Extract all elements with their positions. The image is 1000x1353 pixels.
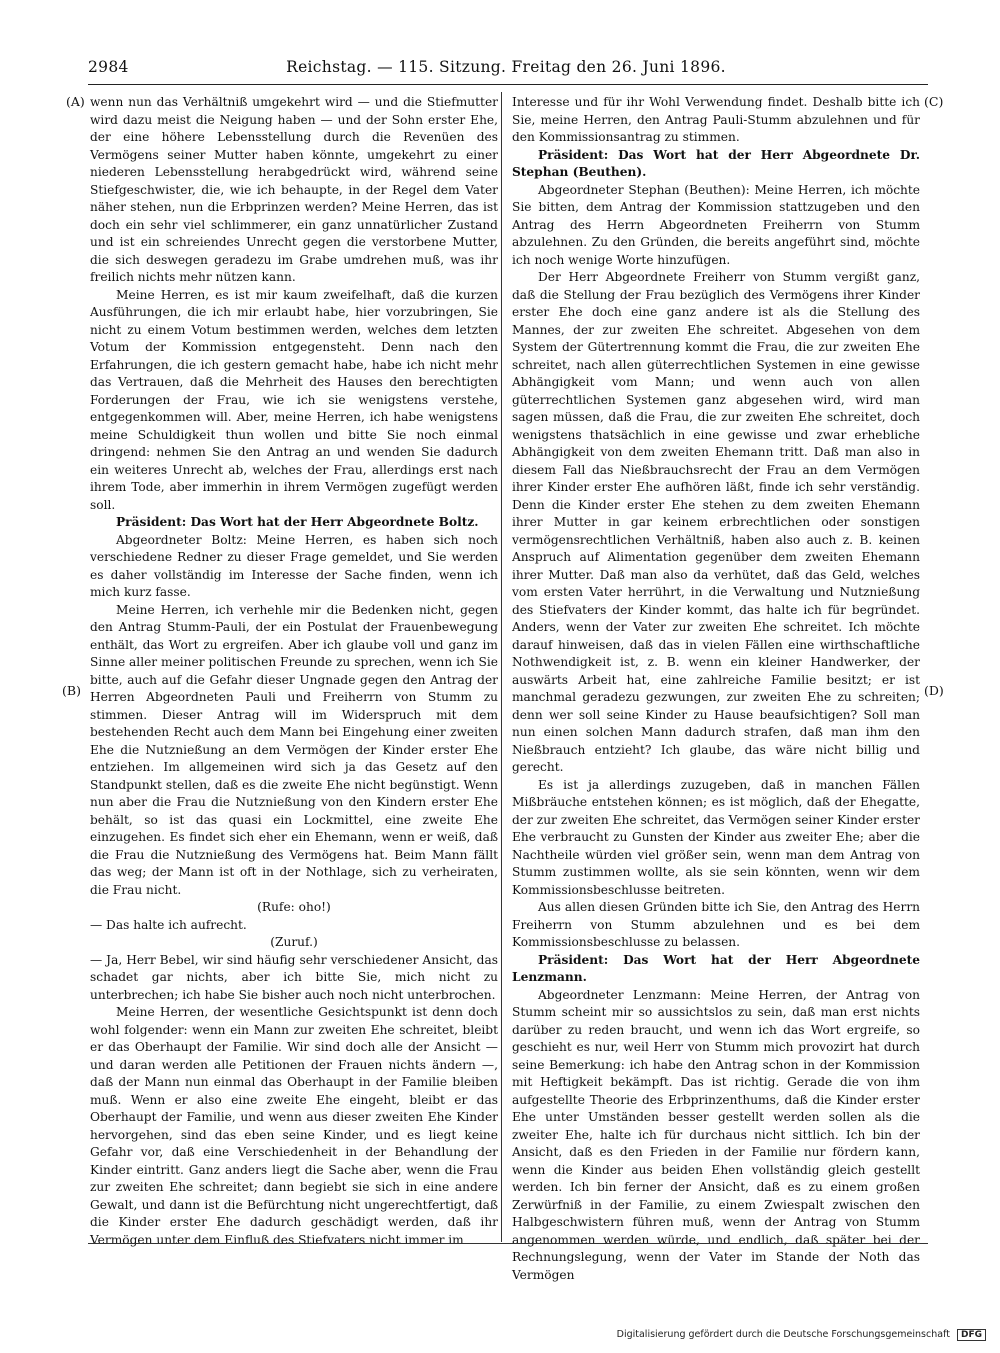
paragraph: Abgeordneter Boltz: Meine Herren, es haben sich noch verschiedene Redner zu dieser Frage gemeldet, und Sie werden es daher vollständig im Interesse der Sache finden, wenn ich mich kurz fasse. bbox=[90, 532, 498, 599]
column-divider bbox=[501, 92, 502, 1242]
paragraph: Aus allen diesen Gründen bitte ich Sie, den Antrag des Herrn Freiherrn von Stumm abzulehnen und es bei dem Kommissionsbeschlusse zu belassen. bbox=[512, 900, 920, 949]
footer-text: Digitalisierung gefördert durch die Deutsche Forschungsgemeinschaft bbox=[616, 1329, 950, 1340]
paragraph: Interesse und für ihr Wohl Verwendung findet. Deshalb bitte ich Sie, meine Herren, den Antrag Pauli-Stumm abzulehnen und für den Kommissionsantrag zu stimmen. bbox=[512, 95, 920, 144]
running-title: Reichstag. — 115. Sitzung. Freitag den 26. Juni 1896. bbox=[286, 58, 726, 76]
interjection: (Zuruf.) bbox=[270, 935, 318, 949]
footer-rule bbox=[88, 1243, 928, 1244]
paragraph: Meine Herren, der wesentliche Gesichtspunkt ist denn doch wohl folgender: wenn ein Mann zur zweiten Ehe schreitet, bleibt er das Oberhaupt der Familie. Wir sind doch alle der Ansicht — und daran werden alle Petitionen der Frauen nichts ändern —, daß der Mann nun einmal das Oberhaupt in der Familie bleiben muß. Wenn er also eine zweite Ehe eingeht, bleibt er das Oberhaupt der Familie, und wenn aus dieser zweiten Ehe Kinder hervorgehen, sind das eben seine Kinder, und es liegt keine Gefahr vor, daß eine Verschiedenheit in der Behandlung der Kinder eintritt. Ganz anders liegt die Sache aber, wenn die Frau zur zweiten Ehe schreitet; dann begiebt sie sich in eine andere Gewalt, und dann ist die Befürchtung nicht ungerechtfertigt, daß die Kinder erster Ehe dadurch geschädigt werden, daß ihr Vermögen unter dem Einfluß des Stiefvaters nicht immer im bbox=[90, 1005, 498, 1247]
paragraph: wenn nun das Verhältniß umgekehrt wird — und die Stiefmutter wird dazu meist die Neigung haben — und der Sohn erster Ehe, der eine höhere Lebensstellung durch die Revenüen des Vermögens seiner Mutter haben könnte, umgekehrt zu einer niederen Lebensstellung herabgedrückt wird, während seine Stiefgeschwister, die, wie ich behaupte, in der Regel dem Vater näher stehen, nun die Erbprinzen werden? Meine Herren, das ist doch ein sehr viel schlimmerer, ein ganz unnatürlicher Zustand und ist ein schreiendes Unrecht gegen die verstorbene Mutter, die sich deswegen geradezu im Grabe umdrehen muß, was ihr freilich nichts mehr nützen kann. bbox=[90, 95, 498, 284]
footer bbox=[617, 1329, 986, 1341]
page-number: 2984 bbox=[88, 58, 129, 76]
page-header bbox=[88, 58, 924, 80]
paragraph: Der Herr Abgeordnete Freiherr von Stumm vergißt ganz, daß die Stellung der Frau bezüglich des Vermögens ihrer Kinder erster Ehe doch eine ganz andere ist als die Stellung des Mannes, der zur zweiten Ehe schreitet. Abgesehen von dem System der Gütertrennung kommt die Frau, die zur zweiten Ehe schreitet, nach allen güterrechtlichen Systemen in eine gewisse Abhängigkeit vom Mann; und wenn auch von allen güterrechtlichen Systemen ganz abgesehen wird, wird man sagen müssen, daß die Frau, die zur zweiten Ehe schreitet, doch wenigstens thatsächlich in eine gewisse und zwar erhebliche Abhängigkeit von dem zweiten Ehemann tritt. Daß man also in diesem Fall das Nießbrauchsrecht der Frau an dem Vermögen ihrer Kinder erster Ehe aufhören läßt, finde ich sehr verständig. Denn die Kinder erster Ehe stehen zu dem zweiten Ehemann ihrer Mutter in gar keinem erbrechtlichen oder sonstigen vermögensrechtlichen Verhältniß, haben also auch z. B. keinen Anspruch auf Alimentation gegenüber dem zweiten Ehemann ihrer Mutter. Daß man also da verhütet, daß das Geld, welches vom ersten Vater herrührt, in die Verwaltung und Nutznießung des Stiefvaters der Kinder kommt, das halte ich für begründet. Anders, wenn der Vater zur zweiten Ehe schreitet. Ich möchte darauf hinweisen, daß das in vielen Fällen eine wirthschaftliche Nothwendigkeit ist, z. B. wenn ein kleiner Handwerker, der auswärts Arbeit hat, eine zahlreiche Familie besitzt; er ist manchmal geradezu gezwungen, zur zweiten Ehe zu schreiten; denn wer soll seine Kinder zu Hause beaufsichtigen? Soll man nun einen solchen Mann dadurch strafen, daß man ihm den Nießbrauch entzieht? Ich glaube, das wäre nicht billig und gerecht. bbox=[512, 270, 920, 774]
paragraph: Es ist ja allerdings zuzugeben, daß in manchen Fällen Mißbräuche entstehen können; es ist möglich, daß der Ehegatte, der zur zweiten Ehe schreitet, das Vermögen seiner Kinder erster Ehe verbraucht zu Gunsten der Kinder aus zweiter Ehe; aber die Nachtheile würden viel größer sein, wenn man dem Antrag von Stumm zustimmen wollte, als sie sein könnten, wenn wir dem Kommissionsbeschlusse beitreten. bbox=[512, 777, 920, 897]
left-column bbox=[90, 94, 498, 1247]
interjection: (Rufe: oho!) bbox=[257, 900, 331, 914]
paragraph: Abgeordneter Lenzmann: Meine Herren, der Antrag von Stumm scheint mir so aussichtslos zu sein, daß man erst nichts darüber zu reden braucht, und wenn ich das Wort ergreife, so geschieht es nur, weil Herr von Stumm mich provozirt hat durch seine Bemerkung: ich habe den Antrag schon in der Kommission mit Heftigkeit bekämpft. Das ist richtig. Gerade die von ihm aufgestellte Theorie des Erbprinzenthums, daß die Kinder erster Ehe unter Umständen besser gestellt werden sollen als die zweiter Ehe, halte ich für durchaus nicht sittlich. Ich bin der Ansicht, daß es den Frieden in der Familie nur fördern kann, wenn die Kinder aus beiden Ehen vollständig gleich gestellt werden. Ich bin ferner der Ansicht, daß es zu einem großen Zerwürfniß in der Familie, zu einem Zwiespalt zwischen den Halbgeschwistern führen muß, wenn der Antrag von Stumm angenommen werden würde, und endlich, daß später bei der Rechnungslegung, wenn der Vater im Stande der Noth das Vermögen bbox=[512, 987, 920, 1282]
margin-mark-a: (A) bbox=[66, 94, 85, 109]
paragraph: — Ja, Herr Bebel, wir sind häufig sehr verschiedener Ansicht, das schadet gar nichts, aber ich bitte Sie, mich nicht zu unterbrechen; ich habe Sie bisher auch noch nicht unterbrochen. bbox=[90, 952, 498, 1002]
paragraph: Meine Herren, ich verhehle mir die Bedenken nicht, gegen den Antrag Stumm-Pauli, der ein Postulat der Frauenbewegung enthält, das Wort zu ergreifen. Aber ich glaube voll und ganz im Sinne aller meiner politischen Freunde zu sprechen, wenn ich Sie bitte, auch auf die Gefahr dieser Ungnade gegen den Antrag der Herren Abgeordneten Pauli und Freiherrn von Stumm zu stimmen. Dieser Antrag will im Widerspruch mit dem bestehenden Recht auch dem Mann bei Eingehung einer zweiten Ehe die Nutznießung an dem Vermögen der Kinder erster Ehe entziehen. Im allgemeinen wird sich ja das Gesetz auf den Standpunkt stellen, daß es die zweite Ehe nicht begünstigt. Wenn nun aber die Frau die Nutznießung von den Kindern erster Ehe behält, so ist das quasi ein Lockmittel, eine zweite Ehe einzugehen. Es findet sich eher ein Ehemann, wenn er weiß, daß die Frau die Nutznießung des Vermögens hat. Beim Mann fällt das weg; der Mann ist oft in der Nothlage, sich zu verheiraten, die Frau nicht. bbox=[90, 602, 498, 897]
paragraph: Meine Herren, es ist mir kaum zweifelhaft, daß die kurzen Ausführungen, die ich mir erlaubt habe, hier vorzubringen, Sie nicht zu einem Votum bestimmen werden, welches dem letzten Votum der Kommission entgegensteht. Denn nach den Erfahrungen, die ich gestern gemacht habe, habe ich nicht mehr das Vertrauen, daß die Mehrheit des Hauses den berechtigten Forderungen der Frau, wie ich sie wenigstens verstehe, entgegenkommen will. Aber, meine Herren, ich habe wenigstens meine Schuldigkeit thun wollen und bitte Sie noch einmal dringend: nehmen Sie den Antrag an und wenden Sie dadurch ein weiteres Unrecht ab, welches der Frau, allerdings erst nach ihrem Tode, aber immerhin in ihrem Vermögen zugefügt werden soll. bbox=[90, 287, 498, 512]
margin-mark-c: (C) bbox=[924, 94, 944, 109]
margin-mark-b: (B) bbox=[62, 683, 81, 698]
right-column bbox=[512, 94, 920, 1282]
speaker-line: Präsident: Das Wort hat der Herr Abgeordnete Dr. Stephan (Beuthen). bbox=[512, 147, 920, 179]
margin-mark-d: (D) bbox=[924, 683, 944, 698]
speaker-line: Präsident: Das Wort hat der Herr Abgeordnete Lenzmann. bbox=[512, 952, 920, 984]
dfg-logo: DFG bbox=[957, 1329, 986, 1341]
header-rule bbox=[88, 84, 928, 85]
paragraph: — Das halte ich aufrecht. bbox=[90, 917, 247, 932]
speaker-line: Präsident: Das Wort hat der Herr Abgeordnete Boltz. bbox=[116, 515, 479, 529]
paragraph: Abgeordneter Stephan (Beuthen): Meine Herren, ich möchte Sie bitten, dem Antrag der Kommission stattzugeben und den Antrag des Herrn Abgeordneten Freiherrn von Stumm abzulehnen. Zu den Gründen, die bereits angeführt sind, möchte ich noch wenige Worte hinzufügen. bbox=[512, 182, 920, 267]
